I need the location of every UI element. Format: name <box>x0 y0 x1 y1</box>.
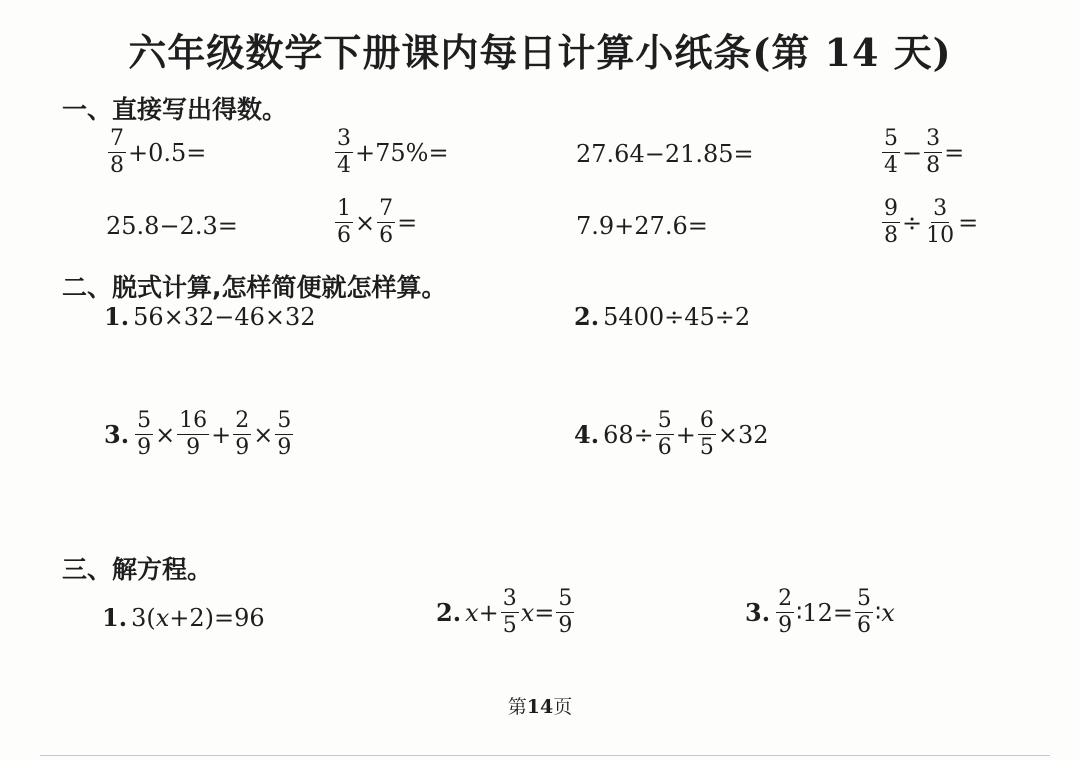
fraction: $\frac{3}{4}$ <box>337 126 351 178</box>
equation-1: 1. 3( x +2)=96 <box>102 603 265 632</box>
fraction: $\frac{2}{9}$ <box>778 586 793 638</box>
fraction: $\frac{1}{6}$ <box>337 196 351 248</box>
step-problem-2: 2. 5400÷45÷2 <box>574 302 751 331</box>
step-problem-4: 4. 68÷ $\frac{5}{6}$ + $\frac{6}{5}$ ×32 <box>574 408 769 460</box>
fraction: $\frac{5}{6}$ <box>856 586 871 638</box>
equation-2: 2. x + $\frac{3}{5}$ x = $\frac{5}{9}$ <box>436 586 573 638</box>
oral-item-4: $\frac{5}{4}$ − $\frac{3}{8}$ = <box>884 126 965 178</box>
oral-item-3: 27.64−21.85= <box>576 140 754 168</box>
oral-item-5: 25.8−2.3= <box>106 212 238 240</box>
fraction: $\frac{3}{10}$ <box>926 196 955 248</box>
section-3-heading: 三、解方程。 <box>62 555 213 584</box>
page-title: 六年级数学下册课内每日计算小纸条(第 14 天) <box>128 30 952 75</box>
fraction: $\frac{7}{8}$ <box>110 126 124 178</box>
fraction: $\frac{6}{5}$ <box>699 408 714 460</box>
fraction: $\frac{7}{6}$ <box>379 196 394 248</box>
oral-item-7: 7.9+27.6= <box>576 212 708 240</box>
step-problem-1: 1. 56×32−46×32 <box>104 302 316 331</box>
step-problem-3: 3. $\frac{5}{9}$ × $\frac{16}{9}$ + $\frac{2}{9}$ × $\frac{5}{9}$ <box>104 408 292 460</box>
oral-item-6: $\frac{1}{6}$ × $\frac{7}{6}$ = <box>337 196 418 248</box>
fraction: $\frac{5}{6}$ <box>657 408 672 460</box>
fraction: $\frac{5}{9}$ <box>558 586 573 638</box>
page-number: 第14页 <box>507 696 573 718</box>
fraction: $\frac{5}{9}$ <box>277 408 292 460</box>
fraction: $\frac{5}{9}$ <box>137 408 152 460</box>
oral-item-2: $\frac{3}{4}$ +75%= <box>337 126 449 178</box>
fraction: $\frac{2}{9}$ <box>235 408 250 460</box>
fraction: $\frac{16}{9}$ <box>179 408 208 460</box>
fraction: $\frac{3}{5}$ <box>502 586 517 638</box>
fraction: $\frac{3}{8}$ <box>926 126 941 178</box>
fraction: $\frac{9}{8}$ <box>884 196 898 248</box>
oral-item-1: $\frac{7}{8}$ +0.5= <box>110 126 207 178</box>
section-1-heading: 一、直接写出得数。 <box>62 95 288 124</box>
section-2-heading: 二、脱式计算,怎样简便就怎样算。 <box>62 273 447 302</box>
fraction: $\frac{5}{4}$ <box>884 126 898 178</box>
equation-3: 3. $\frac{2}{9}$ ∶12= $\frac{5}{6}$ ∶ x <box>745 586 895 638</box>
page-edge-divider <box>40 755 1050 756</box>
oral-item-8: $\frac{9}{8}$ ÷ $\frac{3}{10}$ = <box>884 196 979 248</box>
